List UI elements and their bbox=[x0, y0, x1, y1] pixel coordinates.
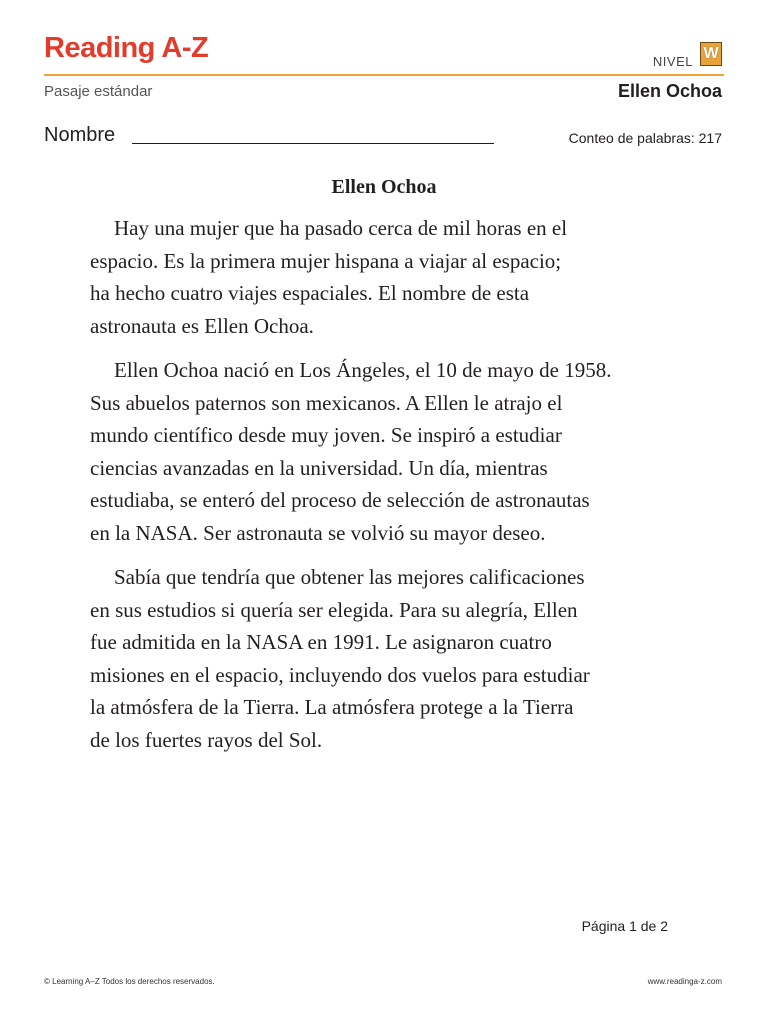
text-line: Sabía que tendría que obtener las mejores calificaciones bbox=[114, 565, 585, 589]
text-line: en la NASA. Ser astronauta se volvió su mayor deseo. bbox=[90, 520, 546, 545]
level-letter: W bbox=[703, 45, 719, 62]
text-line: fue admitida en la NASA en 1991. Le asignaron cuatro bbox=[90, 630, 552, 654]
page-number: Página 1 de 2 bbox=[581, 918, 668, 934]
copyright-notice: © Learning A–Z Todos los derechos reservados. bbox=[44, 977, 215, 986]
paragraph bbox=[90, 212, 690, 342]
text-line: Ellen Ochoa nació en Los Ángeles, el 10 de mayo de 1958. bbox=[114, 358, 612, 382]
paragraph bbox=[90, 354, 690, 549]
name-label: Nombre bbox=[44, 124, 116, 146]
text-line: en sus estudios si quería ser elegida. Para su alegría, Ellen bbox=[90, 597, 578, 622]
text-line: misiones en el espacio, incluyendo dos vuelos para estudiar bbox=[90, 662, 590, 687]
text-line: ciencias avanzadas en la universidad. Un día, mientras bbox=[90, 455, 548, 480]
name-write-line bbox=[132, 143, 494, 144]
site-url: www.readinga-z.com bbox=[647, 977, 722, 986]
text-line: Hay una mujer que ha pasado cerca de mil horas en el bbox=[114, 216, 568, 240]
text-line: Sus abuelos paternos son mexicanos. A Ellen le atrajo el bbox=[90, 390, 563, 415]
header-divider bbox=[44, 74, 724, 76]
text-line: mundo científico desde muy joven. Se inspiró a estudiar bbox=[90, 423, 562, 447]
text-line: la atmósfera de la Tierra. La atmósfera protege a la Tierra bbox=[90, 695, 574, 719]
text-line: de los fuertes rayos del Sol. bbox=[90, 727, 323, 752]
reading-az-logo: Reading A-Z bbox=[44, 32, 209, 64]
level-label: NIVEL bbox=[652, 54, 693, 69]
passage-type: Pasaje estándar bbox=[44, 83, 153, 100]
level-badge bbox=[700, 42, 722, 66]
paragraph bbox=[90, 561, 690, 756]
story-title: Ellen Ochoa bbox=[331, 176, 437, 198]
text-line: astronauta es Ellen Ochoa. bbox=[90, 313, 314, 338]
text-line: ha hecho cuatro viajes espaciales. El nombre de esta bbox=[90, 281, 530, 305]
word-count: Conteo de palabras: 217 bbox=[568, 130, 722, 146]
story-body bbox=[90, 212, 690, 768]
text-line: estudiaba, se enteró del proceso de selección de astronautas bbox=[90, 488, 590, 512]
text-line: espacio. Es la primera mujer hispana a viajar al espacio; bbox=[90, 248, 562, 273]
header-title: Ellen Ochoa bbox=[617, 81, 722, 101]
